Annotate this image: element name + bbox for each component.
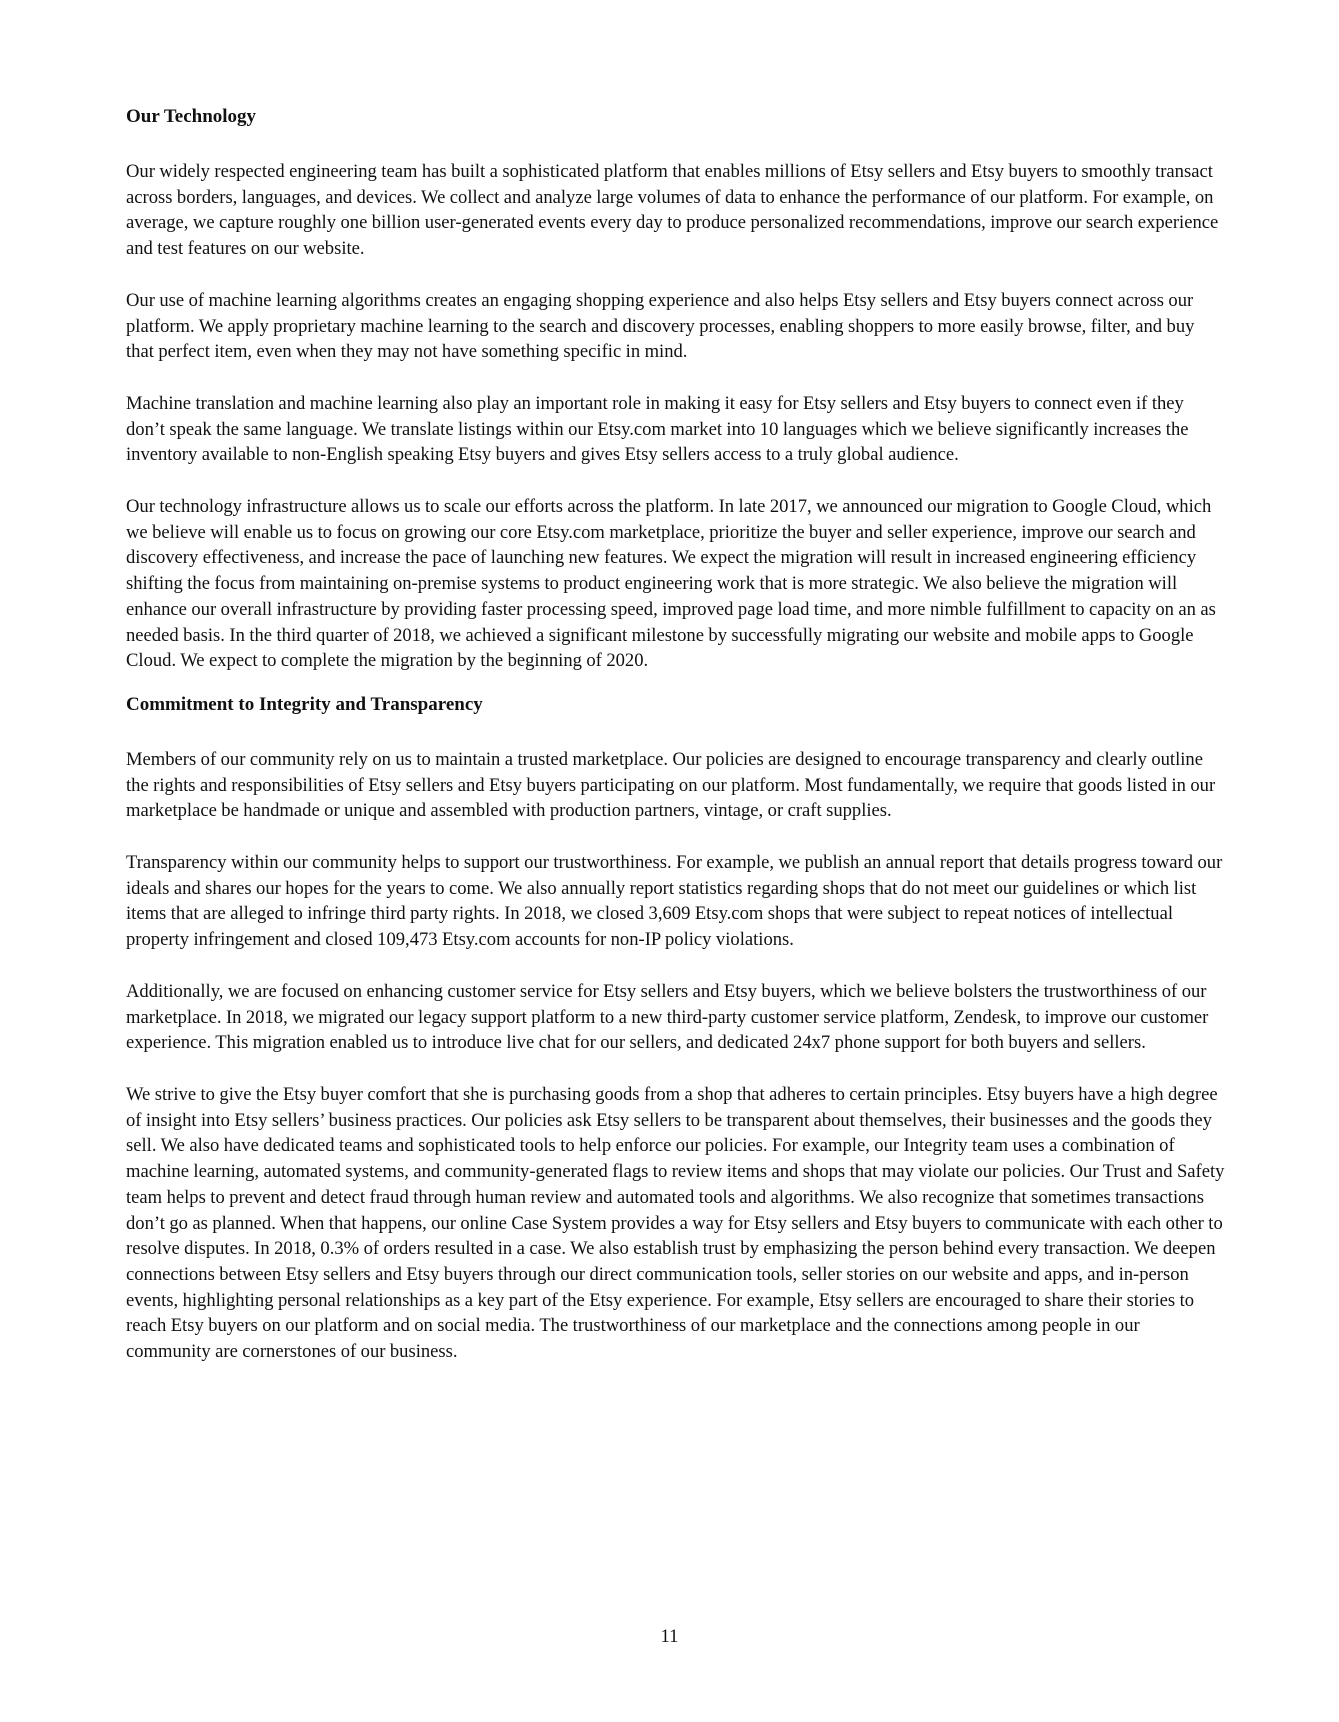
section-our-technology [126,104,1226,674]
paragraph: Transparency within our community helps to support our trustworthiness. For example, we publish an annual report that details progress toward our ideals and shares our hopes for the years to come. We also annually report statistics regarding shops that do not meet our guidelines or which list items that are alleged to infringe third party rights. In 2018, we closed 3,609 Etsy.com shops that were subject to repeat notices of intellectual property infringement and closed 109,473 Etsy.com accounts for non-IP policy violations. [126,852,1223,951]
paragraph: Machine translation and machine learning also play an important role in making it easy for Etsy sellers and Etsy buyers to connect even if they don’t speak the same language. We translate listings within our Etsy.com market into 10 languages which we believe significantly increases the inventory available to non-English speaking Etsy buyers and gives Etsy sellers access to a truly global audience. [126,392,1189,466]
paragraph: Additionally, we are focused on enhancing customer service for Etsy sellers and Etsy buyers, which we believe bolsters the trustworthiness of our marketplace. In 2018, we migrated our legacy support platform to a new third-party customer service platform, Zendesk, to improve our customer experience. This migration enabled us to introduce live chat for our sellers, and dedicated 24x7 phone support for both buyers and sellers. [126,980,1209,1054]
paragraph: Members of our community rely on us to maintain a trusted marketplace. Our policies are designed to encourage transparency and clearly outline the rights and responsibilities of Etsy sellers and Etsy buyers participating on our platform. Most fundamentally, we require that goods listed in our marketplace be handmade or unique and assembled with production partners, vintage, or craft supplies. [126,748,1216,822]
section-commitment-to-integrity [126,692,1226,1365]
paragraph: We strive to give the Etsy buyer comfort that she is purchasing goods from a shop that adheres to certain principles. Etsy buyers have a high degree of insight into Etsy sellers’ business practices. Our policies ask Etsy sellers to be transparent about themselves, their businesses and the goods they sell. We also have dedicated teams and sophisticated tools to help enforce our policies. For example, our Integrity team uses a combination of machine learning, automated systems, and community-generated flags to review items and shops that may violate our policies. Our Trust and Safety team helps to prevent and detect fraud through human review and automated tools and algorithms. We also recognize that sometimes transactions don’t go as planned. When that happens, our online Case System provides a way for Etsy sellers and Etsy buyers to communicate with each other to resolve disputes. In 2018, 0.3% of orders resulted in a case. We also establish trust by emphasizing the person behind every transaction. We deepen connections between Etsy sellers and Etsy buyers through our direct communication tools, seller stories on our website and apps, and in-person events, highlighting personal relationships as a key part of the Etsy experience. For example, Etsy sellers are encouraged to share their stories to reach Etsy buyers on our platform and on social media. The trustworthiness of our marketplace and the connections among people in our community are cornerstones of our business. [126,1083,1225,1363]
section-heading: Commitment to Integrity and Transparency [126,693,483,715]
page-number: 11 [660,1626,679,1647]
paragraph: Our use of machine learning algorithms creates an engaging shopping experience and also helps Etsy sellers and Etsy buyers connect across our platform. We apply proprietary machine learning to the search and discovery processes, enabling shoppers to more easily browse, filter, and buy that perfect item, even when they may not have something specific in mind. [126,289,1195,363]
paragraph: Our widely respected engineering team has built a sophisticated platform that enables millions of Etsy sellers and Etsy buyers to smoothly transact across borders, languages, and devices. We collect and analyze large volumes of data to enhance the performance of our platform. For example, on average, we capture roughly one billion user-generated events every day to produce personalized recommendations, improve our search experience and test features on our website. [126,161,1219,260]
paragraph: Our technology infrastructure allows us to scale our efforts across the platform. In late 2017, we announced our migration to Google Cloud, which we believe will enable us to focus on growing our core Etsy.com marketplace, prioritize the buyer and seller experience, improve our search and discovery effectiveness, and increase the pace of launching new features. We expect the migration will result in increased engineering efficiency shifting the focus from maintaining on-premise systems to product engineering work that is more strategic. We also believe the migration will enhance our overall infrastructure by providing faster processing speed, improved page load time, and more nimble fulfillment to capacity on an as needed basis. In the third quarter of 2018, we achieved a significant milestone by successfully migrating our website and mobile apps to Google Cloud. We expect to complete the migration by the beginning of 2020. [126,496,1216,672]
document-body [126,104,1226,1365]
section-heading: Our Technology [126,106,257,127]
